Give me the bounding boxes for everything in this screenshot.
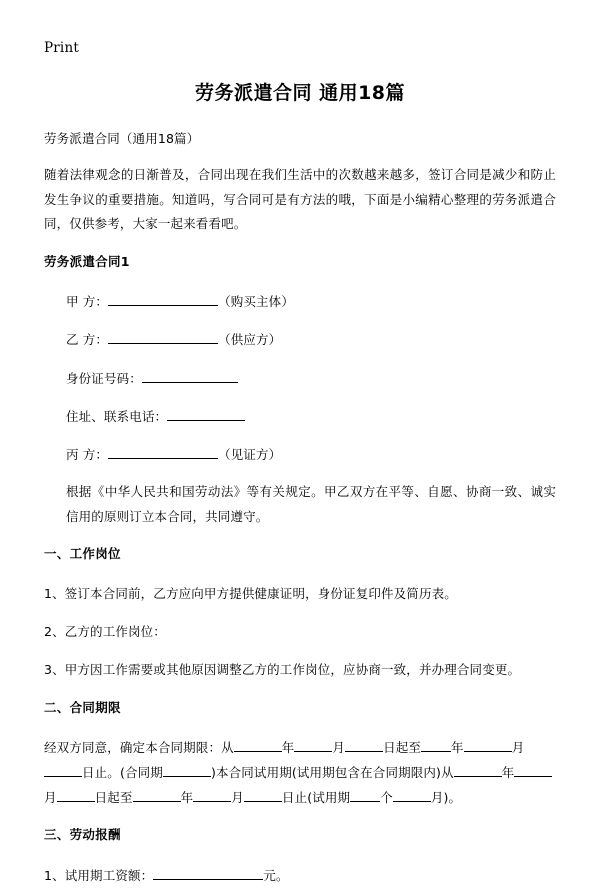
party-label: 乙 方： xyxy=(66,332,109,348)
section-1-item-2: 2、乙方的工作岗位： xyxy=(44,623,166,639)
term-fill-day-start[interactable] xyxy=(345,751,383,752)
term-text-4: 日起至 xyxy=(383,740,422,756)
term-text-11: 月 xyxy=(44,790,57,806)
party-row-jiafang xyxy=(44,289,556,315)
term-fill-trial-day-end[interactable] xyxy=(244,801,282,802)
party-row-bingfang xyxy=(44,442,556,468)
term-text-5: 年 xyxy=(451,740,464,756)
party-fill-line[interactable] xyxy=(108,458,218,459)
party-row-yifang xyxy=(44,327,556,353)
page-title: 劳务派遣合同 通用18篇 xyxy=(194,82,406,104)
term-fill-trial-day-start[interactable] xyxy=(57,801,95,802)
party-label: 甲 方： xyxy=(66,294,109,309)
legal-basis-text: 根据《中华人民共和国劳动法》等有关规定。甲乙双方在平等、自愿、协商一致、诚实信用的原则订立本合同，共同遵守。 xyxy=(66,484,556,524)
term-fill-trial-year-start[interactable] xyxy=(454,776,502,777)
section-heading-2: 二、合同期限 xyxy=(44,699,121,715)
trial-wage-fill-line[interactable] xyxy=(153,879,263,880)
term-text-17: 月)。 xyxy=(430,790,462,806)
section-1-item-1: 1、签订本合同前，乙方应向甲方提供健康证明，身份证复印件及简历表。 xyxy=(44,585,457,601)
contract-heading: 劳务派遣合同1 xyxy=(44,253,130,269)
term-text-16: 个 xyxy=(380,790,393,806)
party-note: （见证方） xyxy=(218,447,282,462)
term-text-14: 月 xyxy=(231,790,244,806)
party-fill-line[interactable] xyxy=(108,305,218,306)
section-1-item-3: 3、甲方因工作需要或其他原因调整乙方的工作岗位，应协商一致，并办理合同变更。 xyxy=(44,662,521,678)
term-fill-trial-months[interactable] xyxy=(393,801,431,802)
party-fill-line[interactable] xyxy=(167,420,245,421)
term-fill-day-end[interactable] xyxy=(44,776,82,777)
party-fill-line[interactable] xyxy=(142,382,238,383)
term-fill-trial-count[interactable] xyxy=(350,801,380,802)
term-text-7: 日止。(合同期 xyxy=(82,765,163,781)
term-fill-trial-year-end[interactable] xyxy=(133,801,181,802)
trial-wage-label: 1、试用期工资额： xyxy=(44,867,154,883)
trial-wage-unit: 元。 xyxy=(263,867,289,883)
section-3-item-1 xyxy=(44,863,556,888)
term-fill-month-end[interactable] xyxy=(464,751,512,752)
party-row-address-phone xyxy=(44,404,556,430)
party-row-id-number xyxy=(44,366,556,392)
party-label: 丙 方： xyxy=(66,447,109,462)
term-text-8: )本合同试用期(试用期包含在合同期限内) xyxy=(210,765,442,781)
term-fill-year-start[interactable] xyxy=(234,751,282,752)
party-label: 身份证号码： xyxy=(66,370,142,386)
document-intro: 随着法律观念的日渐普及，合同出现在我们生活中的次数越来越多，签订合同是减少和防止发生争议的重要措施。知道吗，写合同可是有方法的哦，下面是小编精心整理的劳务派遣合同，仅供参考，大家一起来看看吧。 xyxy=(44,167,556,232)
party-note: （购买主体） xyxy=(218,294,294,309)
term-fill-month-start[interactable] xyxy=(294,751,332,752)
print-button[interactable]: Print xyxy=(44,40,79,56)
party-label: 住址、联系电话： xyxy=(66,408,168,424)
term-fill-duration[interactable] xyxy=(163,776,211,777)
section-heading-1: 一、工作岗位 xyxy=(44,546,121,561)
term-text-1: 经双方同意，确定本合同期限：从 xyxy=(44,740,234,756)
term-fill-trial-month-start[interactable] xyxy=(514,776,552,777)
contract-term-paragraph xyxy=(44,735,556,810)
term-fill-year-end[interactable] xyxy=(421,751,451,752)
party-fill-line[interactable] xyxy=(108,343,218,344)
term-text-2: 年 xyxy=(281,740,295,756)
document-subtitle: 劳务派遣合同（通用18篇） xyxy=(44,131,200,146)
party-note: （供应方） xyxy=(218,332,282,348)
section-heading-3: 三、劳动报酬 xyxy=(44,827,121,843)
term-text-6: 月 xyxy=(511,740,525,756)
term-fill-trial-month-end[interactable] xyxy=(193,801,231,802)
term-text-10: 年 xyxy=(501,765,515,781)
term-text-3: 月 xyxy=(332,740,346,756)
term-text-12: 日起至 xyxy=(94,790,133,806)
term-text-13: 年 xyxy=(180,790,194,806)
term-text-15: 日止(试用期 xyxy=(281,790,351,806)
term-text-9: 从 xyxy=(441,765,454,781)
